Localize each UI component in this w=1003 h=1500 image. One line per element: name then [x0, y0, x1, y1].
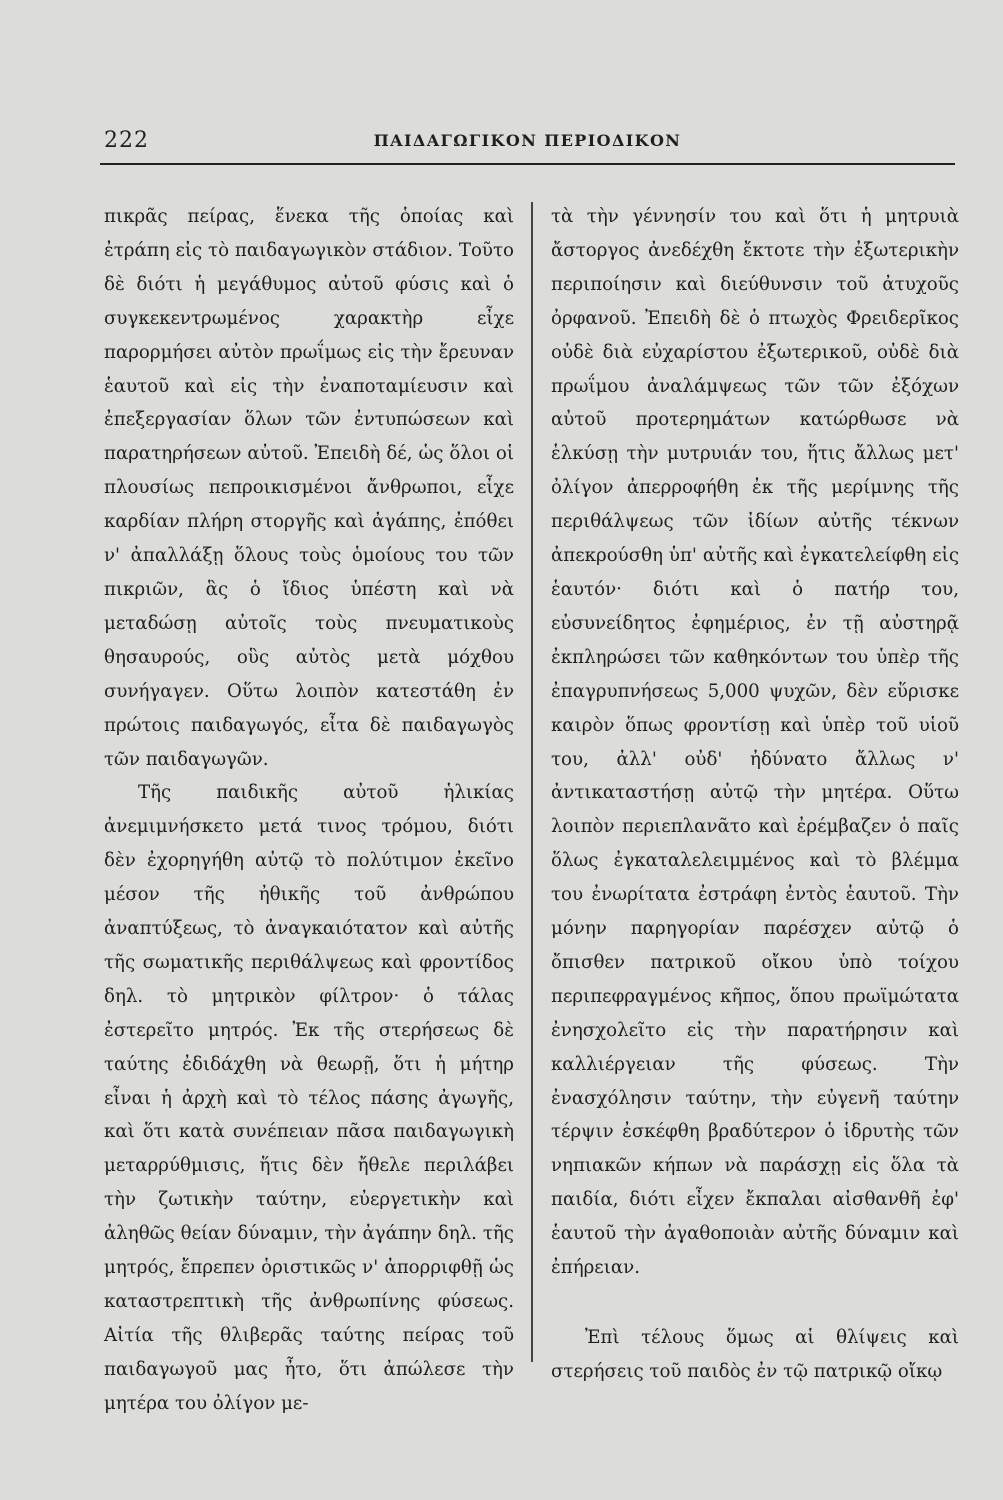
column-divider	[531, 202, 533, 1362]
running-title: ΠΑΙΔΑΓΩΓΙΚΟΝ ΠΕΡΙΟΔΙΚΟΝ	[373, 131, 682, 150]
right-paragraph-1: τὰ τὴν γέννησίν του καὶ ὅτι ἡ μητρυιὰ ἄστοργος ἀνεδέχθη ἔκτοτε τὴν ἐξωτερικὴν περιποίησιν καὶ διεύθυνσιν τοῦ ἀτυχοῦς ὀρφανοῦ. Ἐπειδὴ δὲ ὁ πτωχὸς Φρειδερῖκος οὐδὲ διὰ εὐχαρίστου ἐξωτερικοῦ, οὐδὲ διὰ πρωΐμου ἀναλάμψεως τῶν τῶν ἐξόχων αὐτοῦ προτερημάτων κατώρθωσε νὰ ἑλκύσῃ τὴν μυτρυιάν του, ἥτις ἄλλως μετ' ὀλίγον ἀπερροφήθη ἐκ τῆς μερίμνης τῆς περιθάλψεως τῶν ἰδίων αὐτῆς τέκνων ἀπεκρούσθη ὑπ' αὐτῆς καὶ ἐγκατελείφθη εἰς ἑαυτόν· διότι καὶ ὁ πατήρ του, εὐσυνείδητος ἐφημέριος, ἐν τῇ αὐστηρᾷ ἐκπληρώσει τῶν καθηκόντων του ὑπὲρ τῆς ἐπαγρυπνήσεως 5,000 ψυχῶν, δὲν εὕρισκε καιρὸν ὅπως φροντίσῃ καὶ ὑπὲρ τοῦ υἱοῦ του, ἀλλ' οὐδ' ἠδύνατο ἄλλως ν' ἀντικαταστήσῃ αὐτῷ τὴν μητέρα. Οὕτω λοιπὸν περιεπλανᾶτο καὶ ἐρέμβαζεν ὁ παῖς ὅλως ἐγκαταλελειμμένος καὶ τὸ βλέμμα του ἐνωρίτατα ἐστράφη ἐντὸς ἑαυτοῦ. Τὴν μόνην παρηγορίαν παρέσχεν αὐτῷ ὁ ὄπισθεν πατρικοῦ οἴκου ὑπὸ τοίχου περιπεφραγμένος κῆπος, ὅπου πρωϊμώτατα ἐνησχολεῖτο εἰς τὴν παρατήρησιν καὶ καλλιέργειαν τῆς φύσεως. Τὴν ἐνασχόλησιν ταύτην, τὴν εὐγενῆ ταύτην τέρψιν ἐσκέφθη βραδύτερον ὁ ἱδρυτὴς τῶν νηπιακῶν κήπων νὰ παράσχῃ εἰς ὅλα τὰ παιδία, διότι εἶχεν ἔκπαλαι αἰσθανθῆ ἐφ' ἑαυτοῦ τὴν ἀγαθοποιὰν αὐτῆς δύναμιν καὶ ἐπήρειαν.	[551, 206, 959, 1279]
left-paragraph-2: Τῆς παιδικῆς αὐτοῦ ἡλικίας ἀνεμιμνήσκετο μετά τινος τρόμου, διότι δὲν ἐχορηγήθη αὐτῷ τὸ πολύτιμον ἐκεῖνο μέσον τῆς ἠθικῆς τοῦ ἀνθρώπου ἀναπτύξεως, τὸ ἀναγκαιότατον καὶ αὐτῆς τῆς σωματικῆς περιθάλψεως καὶ φροντίδος δηλ. τὸ μητρικὸν φίλτρον· ὁ τάλας ἐστερεῖτο μητρός. Ἐκ τῆς στερήσεως δὲ ταύτης ἐδιδάχθη νὰ θεωρῇ, ὅτι ἡ μήτηρ εἶναι ἡ ἀρχὴ καὶ τὸ τέλος πάσης ἀγωγῆς, καὶ ὅτι κατὰ συνέπειαν πᾶσα παιδαγωγικὴ μεταρρύθμισις, ἥτις δὲν ἤθελε περιλάβει τὴν ζωτικὴν ταύτην, εὐεργετικὴν καὶ ἀληθῶς θείαν δύναμιν, τὴν ἀγάπην δηλ. τῆς μητρός, ἔπρεπεν ὁριστικῶς ν' ἀπορριφθῇ ὡς καταστρεπτικὴ τῆς ἀνθρωπίνης φύσεως. Αἰτία τῆς θλιβερᾶς ταύτης πείρας τοῦ παιδαγωγοῦ μας ἦτο, ὅτι ἀπώλεσε τὴν μητέρα του ὀλίγον με-	[104, 782, 514, 1414]
right-column	[551, 200, 959, 1389]
page-header	[100, 126, 955, 156]
left-paragraph-1: πικρᾶς πείρας, ἕνεκα τῆς ὁποίας καὶ ἐτράπη εἰς τὸ παιδαγωγικὸν στάδιον. Τοῦτο δὲ διότι ἡ μεγάθυμος αὐτοῦ φύσις καὶ ὁ συγκεκεντρωμένος χαρακτὴρ εἶχε παρορμήσει αὐτὸν πρωΐμως εἰς τὴν ἔρευναν ἑαυτοῦ καὶ εἰς τὴν ἐναποταμίευσιν καὶ ἐπεξεργασίαν ὅλων τῶν ἐντυπώσεων καὶ παρατηρήσεων αὐτοῦ. Ἐπειδὴ δέ, ὡς ὅλοι οἱ πλουσίως πεπροικισμένοι ἄνθρωποι, εἶχε καρδίαν πλήρη στοργῆς καὶ ἀγάπης, ἐπόθει ν' ἀπαλλάξῃ ὅλους τοὺς ὁμοίους του τῶν πικριῶν, ἃς ὁ ἴδιος ὑπέστη καὶ νὰ μεταδώσῃ αὐτοῖς τοὺς πνευματικοὺς θησαυρούς, οὓς αὐτὸς μετὰ μόχθου συνήγαγεν. Οὕτω λοιπὸν κατεστάθη ἐν πρώτοις παιδαγωγός, εἶτα δὲ παιδαγωγὸς τῶν παιδαγωγῶν.	[104, 206, 514, 770]
left-column	[104, 200, 514, 1421]
header-rule	[100, 163, 955, 165]
right-paragraph-2: Ἐπὶ τέλους ὅμως αἱ θλίψεις καὶ στερήσεις τοῦ παιδὸς ἐν τῷ πατρικῷ οἴκῳ	[551, 1327, 959, 1382]
page-number: 222	[104, 128, 149, 153]
paragraph-gap	[551, 1285, 959, 1321]
